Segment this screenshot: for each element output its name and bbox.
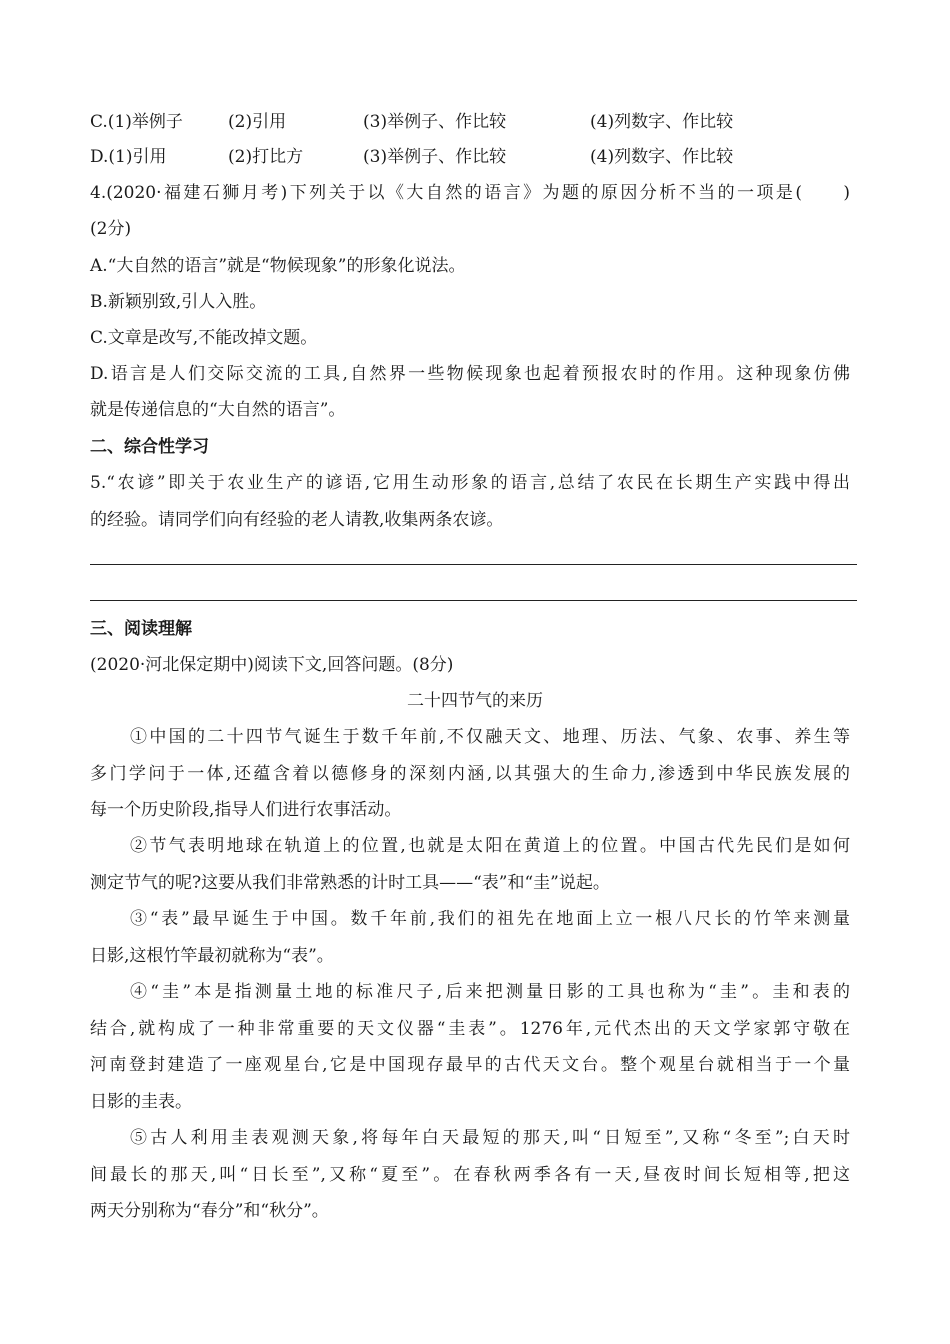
q4-option-d-line2: 就是传递信息的“大自然的语言”。: [90, 400, 346, 420]
passage-p1-line3: 每一个历史阶段,指导人们进行农事活动。: [90, 800, 402, 820]
q3-option-c-3: (3)举例子、作比较: [363, 112, 507, 132]
answer-line-2[interactable]: [90, 600, 857, 601]
q5-line1: 5.“农谚”即关于农业生产的谚语,它用生动形象的语言,总结了农民在长期生产实践中得出: [90, 473, 850, 493]
passage-p3-line1: ③“表”最早诞生于中国。数千年前,我们的祖先在地面上立一根八尺长的竹竿来测量: [130, 909, 850, 929]
answer-line-1[interactable]: [90, 564, 857, 565]
passage-p4-line2: 结合,就构成了一种非常重要的天文仪器“圭表”。1276年,元代杰出的天文学家郭守敬在: [90, 1019, 850, 1039]
passage-p1-line1: ①中国的二十四节气诞生于数千年前,不仅融天文、地理、历法、气象、农事、养生等: [130, 727, 850, 747]
q4-option-b: B.新颖别致,引人入胜。: [90, 292, 267, 312]
passage-p5-line3: 两天分别称为“春分”和“秋分”。: [90, 1201, 329, 1221]
passage-p5-line2: 间最长的那天,叫“日长至”,又称“夏至”。在春秋两季各有一天,昼夜时间长短相等,把这: [90, 1165, 850, 1185]
passage-p2-line2: 测定节气的呢?这要从我们非常熟悉的计时工具——“表”和“圭”说起。: [90, 873, 610, 893]
q3-option-c-4: (4)列数字、作比较: [590, 112, 734, 132]
q3-option-d-3: (3)举例子、作比较: [363, 147, 507, 167]
q3-option-c-2: (2)引用: [228, 112, 287, 132]
passage-p1-line2: 多门学问于一体,还蕴含着以德修身的深刻内涵,以其强大的生命力,渗透到中华民族发展的: [90, 764, 850, 784]
q4-option-c: C.文章是改写,不能改掉文题。: [90, 328, 318, 348]
q5-line2: 的经验。请同学们向有经验的老人请教,收集两条农谚。: [90, 510, 504, 530]
q4-score: (2分): [90, 219, 132, 239]
passage-p4-line3: 河南登封建造了一座观星台,它是中国现存最早的古代天文台。整个观星台就相当于一个量: [90, 1055, 850, 1075]
q3-option-d-2: (2)打比方: [228, 147, 304, 167]
passage-p3-line2: 日影,这根竹竿最初就称为“表”。: [90, 946, 334, 966]
q3-option-d-1: D.(1)引用: [90, 147, 167, 167]
section-2-heading: 二、综合性学习: [90, 437, 209, 457]
reading-intro: (2020·河北保定期中)阅读下文,回答问题。(8分): [90, 655, 454, 675]
q4-option-a: A.“大自然的语言”就是“物候现象”的形象化说法。: [90, 256, 466, 276]
q4-stem: 4.(2020·福建石狮月考)下列关于以《大自然的语言》为题的原因分析不当的一项是( ): [90, 183, 850, 203]
section-3-heading: 三、阅读理解: [90, 619, 192, 639]
passage-p4-line4: 日影的圭表。: [90, 1092, 192, 1112]
passage-p4-line1: ④“圭”本是指测量土地的标准尺子,后来把测量日影的工具也称为“圭”。圭和表的: [130, 982, 850, 1002]
q3-option-c-1: C.(1)举例子: [90, 112, 183, 132]
passage-p5-line1: ⑤古人利用圭表观测天象,将每年白天最短的那天,叫“日短至”,又称“冬至”;白天时: [130, 1128, 850, 1148]
q4-option-d-line1: D.语言是人们交际交流的工具,自然界一些物候现象也起着预报农时的作用。这种现象仿佛: [90, 364, 850, 384]
passage-title: 二十四节气的来历: [407, 691, 543, 711]
q3-option-d-4: (4)列数字、作比较: [590, 147, 734, 167]
passage-p2-line1: ②节气表明地球在轨道上的位置,也就是太阳在黄道上的位置。中国古代先民们是如何: [130, 836, 850, 856]
